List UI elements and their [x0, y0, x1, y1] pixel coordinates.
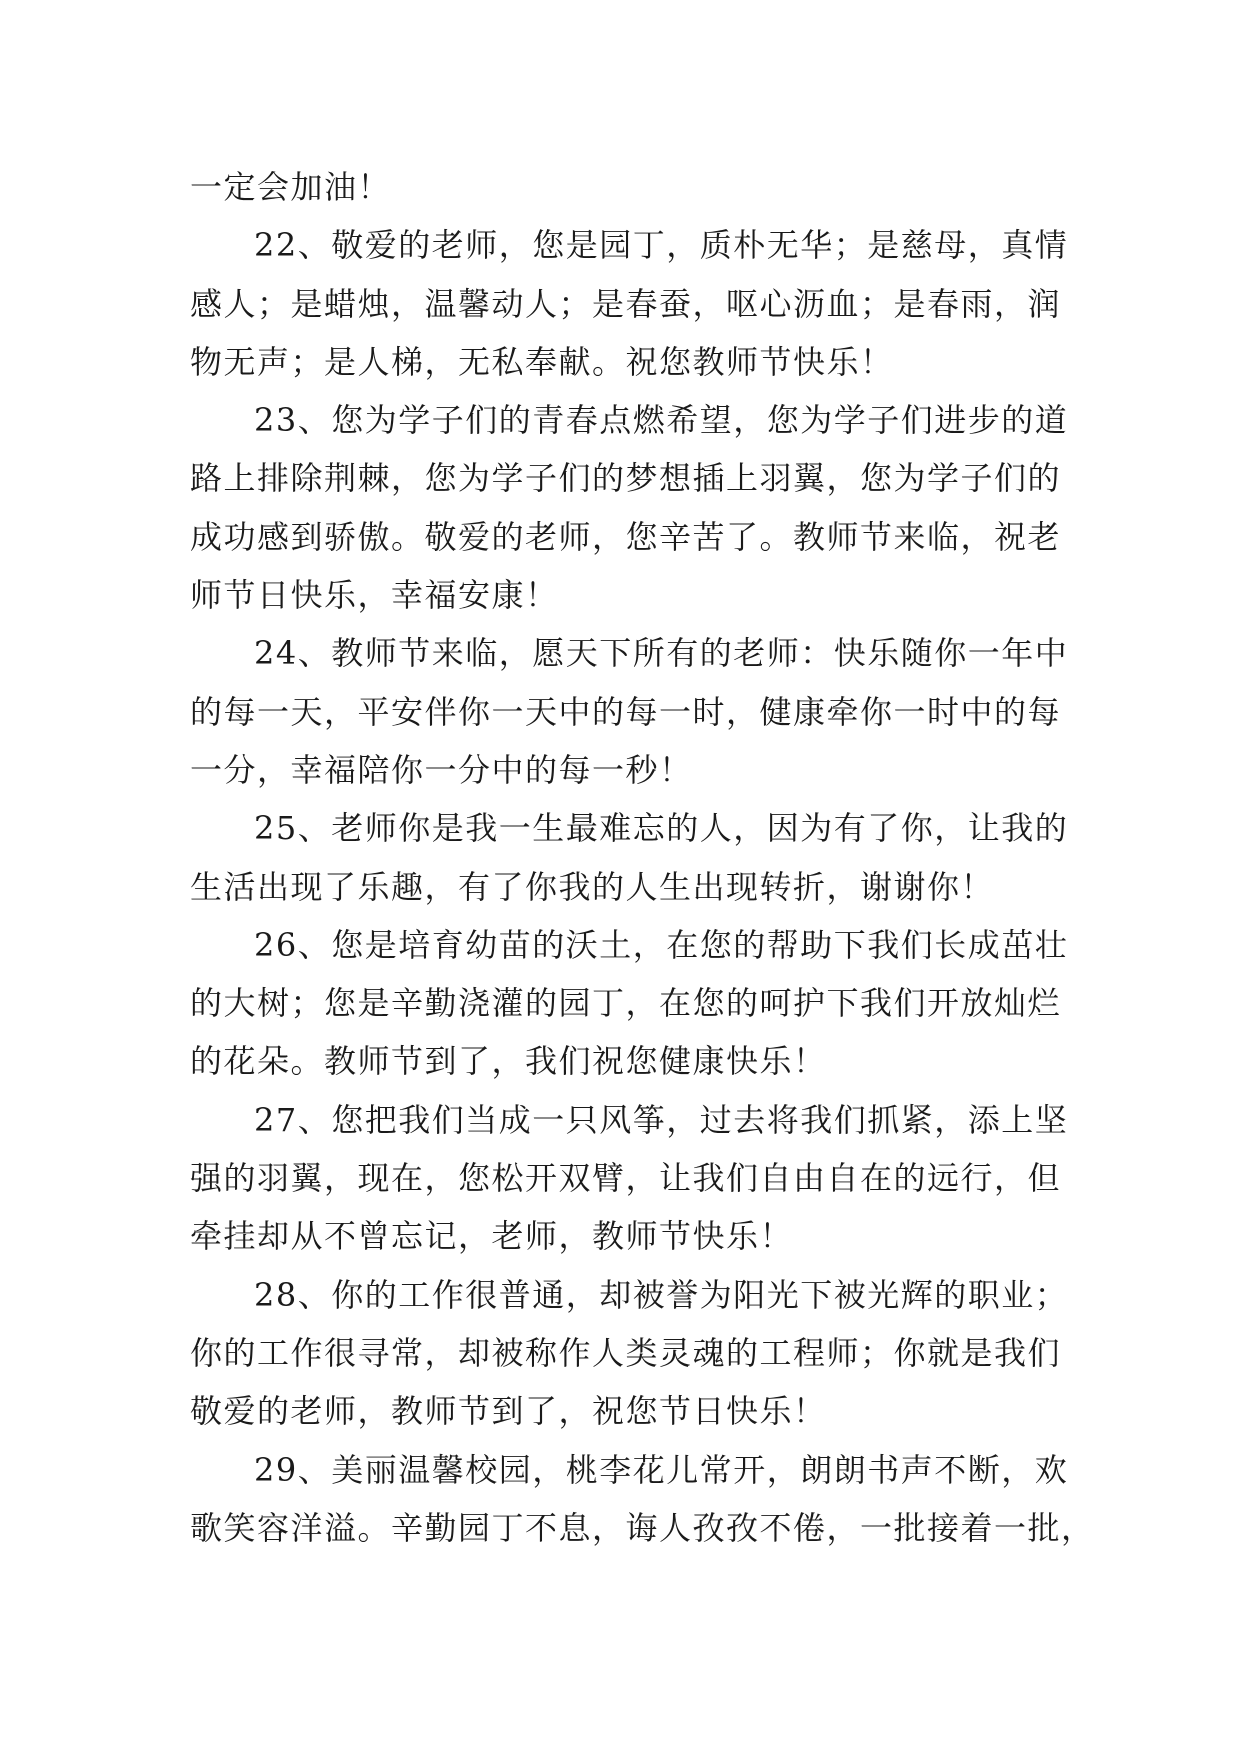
text-line: 28、你的工作很普通，却被誉为阳光下被光辉的职业；	[254, 1275, 1069, 1314]
text-line: 路上排除荆棘，您为学子们的梦想插上羽翼，您为学子们的	[190, 459, 1062, 498]
text-line: 敬爱的老师，教师节到了，祝您节日快乐！	[190, 1392, 827, 1431]
text-line: 一分，幸福陪你一分中的每一秒！	[190, 750, 693, 789]
text-line: 师节日快乐，幸福安康！	[190, 576, 559, 615]
text-line: 27、您把我们当成一只风筝，过去将我们抓紧，添上坚	[254, 1100, 1069, 1139]
text-line: 歌笑容洋溢。辛勤园丁不息，诲人孜孜不倦，一批接着一批，	[190, 1508, 1095, 1547]
text-line: 的每一天，平安伴你一天中的每一时，健康牵你一时中的每	[190, 692, 1062, 731]
text-line: 你的工作很寻常，却被称作人类灵魂的工程师；你就是我们	[190, 1333, 1062, 1372]
text-line: 强的羽翼，现在，您松开双臂，让我们自由自在的远行，但	[190, 1159, 1062, 1198]
text-line: 成功感到骄傲。敬爱的老师，您辛苦了。教师节来临，祝老	[190, 517, 1062, 556]
text-line: 25、老师你是我一生最难忘的人，因为有了你，让我的	[254, 809, 1069, 848]
document-body	[190, 158, 1095, 1557]
text-line: 的大树；您是辛勤浇灌的园丁，在您的呵护下我们开放灿烂	[190, 984, 1062, 1023]
text-line: 生活出现了乐趣，有了你我的人生出现转折，谢谢你！	[190, 867, 995, 906]
text-line: 一定会加油！	[190, 168, 392, 206]
text-line: 24、教师节来临，愿天下所有的老师：快乐随你一年中	[254, 634, 1069, 673]
text-line: 牵挂却从不曾忘记，老师，教师节快乐！	[190, 1217, 794, 1256]
text-line: 感人；是蜡烛，温馨动人；是春蚕，呕心沥血；是春雨，润	[190, 284, 1062, 323]
text-line: 29、美丽温馨校园，桃李花儿常开，朗朗书声不断，欢	[254, 1450, 1069, 1489]
text-line: 物无声；是人梯，无私奉献。祝您教师节快乐！	[190, 342, 894, 381]
text-line: 26、您是培育幼苗的沃土，在您的帮助下我们长成茁壮	[254, 925, 1069, 964]
text-line: 23、您为学子们的青春点燃希望，您为学子们进步的道	[254, 401, 1069, 440]
text-line: 的花朵。教师节到了，我们祝您健康快乐！	[190, 1042, 827, 1081]
text-line: 22、敬爱的老师，您是园丁，质朴无华；是慈母，真情	[254, 226, 1069, 265]
